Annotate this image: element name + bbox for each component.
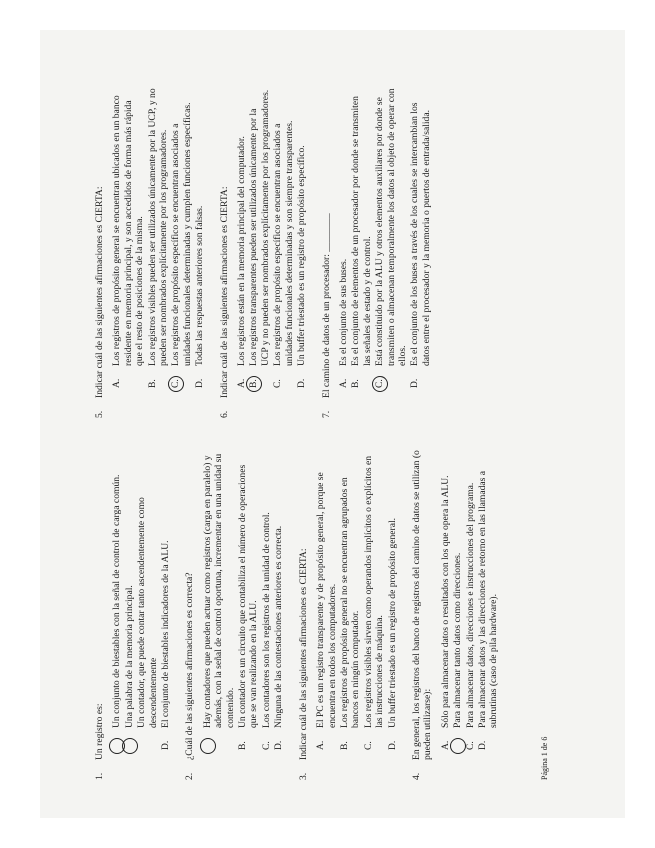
question-header bbox=[321, 88, 332, 418]
question bbox=[219, 88, 308, 418]
option-text: Es el conjunto de sus buses. bbox=[337, 258, 349, 366]
answer-option bbox=[440, 450, 451, 750]
question-header bbox=[411, 450, 434, 780]
option-list bbox=[338, 88, 432, 388]
question-text: Indicar cuál de las siguientes afirmaciones es CIERTA: bbox=[94, 186, 105, 398]
option-text: Para almacenar tanto datos como direcciones. bbox=[452, 552, 464, 728]
answer-option bbox=[477, 450, 500, 750]
question-number: 3. bbox=[297, 772, 309, 780]
option-text: Un contador es un circuito que contabiliza el número de operaciones que se van realizando en la ALU. bbox=[237, 464, 260, 728]
option-letter: A. bbox=[111, 378, 123, 388]
answer-option bbox=[363, 450, 386, 750]
option-letter: C. bbox=[464, 741, 476, 750]
question-header bbox=[94, 88, 105, 418]
answer-option bbox=[136, 450, 159, 750]
page-footer: Página 1 de 6 bbox=[540, 736, 549, 780]
answer-option bbox=[339, 450, 362, 750]
question-text: Indicar cuál de las siguientes afirmaciones es CIERTA: bbox=[218, 186, 230, 398]
option-letter: C. bbox=[272, 379, 284, 388]
circled-option-letter bbox=[452, 728, 463, 750]
answer-option bbox=[296, 88, 307, 388]
answer-option bbox=[147, 88, 170, 388]
question-text: Un registro es: bbox=[94, 703, 105, 760]
option-letter: B. bbox=[237, 741, 249, 750]
option-text: Los registros transparentes pueden ser utilizados únicamente por la UCP y no pueden ser nombrados explícitamente por los programadores. bbox=[248, 89, 271, 366]
question-text: Indicar cuál de las siguientes afirmaciones es CIERTA: bbox=[297, 548, 309, 760]
option-text: Sólo para almacenar datos o resultados con los que opera la ALU. bbox=[439, 475, 451, 728]
question bbox=[94, 88, 206, 418]
option-text: Un buffer triestado es un registro de propósito general. bbox=[386, 517, 398, 728]
answer-option bbox=[409, 88, 432, 388]
answer-option bbox=[338, 88, 349, 388]
option-letter: C. bbox=[260, 741, 272, 750]
option-text: Los registros están en la memoria principal del computador. bbox=[236, 136, 248, 366]
option-text: Los registros de propósito general se encuentran ubicados en un banco residente en memoria principal, y son accedidos de forma más rápida que el resto de posiciones de la misma. bbox=[111, 95, 146, 366]
option-letter: D. bbox=[476, 740, 488, 750]
answer-option bbox=[452, 450, 463, 750]
question-header bbox=[184, 450, 195, 780]
question bbox=[321, 88, 433, 418]
option-text: Un buffer triestado es un registro de propósito específico. bbox=[296, 145, 308, 366]
option-text: Los contadores son los registros de la unidad de control. bbox=[260, 512, 272, 728]
circled-option-letter: C. bbox=[170, 366, 193, 388]
option-letter: A. bbox=[439, 740, 451, 750]
option-text: Es el conjunto de elementos de un procesador por donde se transmiten las señales de estado y de control. bbox=[350, 96, 373, 366]
option-letter bbox=[136, 728, 159, 750]
circled-option-letter bbox=[124, 728, 135, 750]
option-text: Para almacenar datos, direcciones e instrucciones del programa. bbox=[464, 482, 476, 728]
left-column bbox=[94, 450, 513, 780]
option-letter: B. bbox=[338, 741, 350, 750]
circled-option-letter bbox=[202, 728, 236, 750]
option-text: Ninguna de las contestaciones anteriores es correcta. bbox=[273, 525, 285, 728]
answer-option bbox=[160, 450, 171, 750]
option-text: Está constituido por la ALU y otros elementos auxiliares por donde se transmiten o almacenan temporalmente los datos al objeto de operar con ellos. bbox=[374, 88, 408, 366]
option-list bbox=[111, 450, 171, 750]
right-column bbox=[94, 88, 445, 418]
question bbox=[411, 450, 500, 780]
option-letter: A. bbox=[236, 378, 248, 388]
answer-option bbox=[237, 450, 260, 750]
circled-option-letter: C. bbox=[374, 366, 408, 388]
answer-option bbox=[315, 450, 338, 750]
option-text: Los registros visibles pueden ser utilizados únicamente por la UCP, y no pueden ser nombrados explícitamente por los programadores. bbox=[146, 88, 170, 366]
option-text: Es el conjunto de los buses a través de los cuales se intercambian los datos entre el procesador y la memoria o puertos de entrada/salida. bbox=[409, 102, 432, 366]
question-number: 1. bbox=[94, 772, 105, 780]
option-list bbox=[202, 450, 285, 750]
option-letter: D. bbox=[296, 378, 308, 388]
answer-option bbox=[387, 450, 398, 750]
answer-option bbox=[202, 450, 236, 750]
question-text: El camino de datos de un procesador: ________ bbox=[320, 213, 332, 398]
option-letter: D. bbox=[194, 378, 206, 388]
answer-option bbox=[350, 88, 373, 388]
option-list bbox=[111, 88, 205, 388]
option-list bbox=[440, 450, 500, 750]
answer-option bbox=[194, 88, 205, 388]
answer-option bbox=[236, 88, 247, 388]
option-text: Un contador, que puede contar tanto ascendentemente como descendentemente bbox=[136, 497, 159, 728]
option-letter: B. bbox=[146, 379, 158, 388]
answer-option bbox=[374, 88, 408, 388]
option-text: Los registros de propósito general no se encuentran agrupados en bancos en ningún computador. bbox=[338, 477, 362, 728]
option-letter: A. bbox=[315, 740, 327, 750]
option-text: El conjunto de biestables indicadores de la ALU. bbox=[160, 540, 172, 728]
question-number: 2. bbox=[184, 772, 196, 780]
question-text: ¿Cuál de las siguientes afirmaciones es correcta? bbox=[184, 572, 196, 760]
option-text: Los registros de propósito específico se encuentran asociados a unidades funcionales determinadas y son siempre transparentes. bbox=[272, 120, 295, 366]
option-text: El PC es un registro transparente y de propósito general, porque se encuentra en todos los computadores. bbox=[315, 472, 338, 728]
answer-option bbox=[272, 88, 295, 388]
question-number: 6. bbox=[218, 410, 230, 418]
answer-option bbox=[248, 88, 271, 388]
answer-option bbox=[111, 88, 145, 388]
question-text: En general, los registros del banco de registros del camino de datos se utilizan (o pueden utilizarse): bbox=[410, 450, 434, 760]
option-letter: A. bbox=[337, 378, 349, 388]
answer-option bbox=[124, 450, 135, 750]
question bbox=[298, 450, 398, 780]
question-header bbox=[219, 88, 230, 418]
option-letter: B. bbox=[350, 379, 362, 388]
option-text: Hay contadores que pueden actuar como registros (carga en paralelo) y además, con la señal de control oportuna, incrementar en una unidad su contenido. bbox=[201, 453, 236, 728]
answer-option bbox=[170, 88, 193, 388]
question-number: 5. bbox=[94, 410, 105, 418]
rotated-document bbox=[54, 72, 568, 806]
option-text: Un conjunto de biestables con la señal de control de carga común. bbox=[111, 474, 123, 728]
answer-option bbox=[261, 450, 272, 750]
option-list bbox=[236, 88, 307, 388]
option-text: Los registros visibles sirven como operandos implícitos o explícitos en las instrucciones de máquina. bbox=[362, 455, 386, 728]
option-text: Para almacenar datos y las direcciones de retorno en las llamadas a subrutinas (caso de pila hardware). bbox=[476, 470, 500, 728]
question-number: 7. bbox=[320, 410, 332, 418]
option-letter: D. bbox=[273, 740, 285, 750]
answer-option bbox=[465, 450, 476, 750]
answer-option bbox=[273, 450, 284, 750]
question bbox=[184, 450, 284, 780]
question bbox=[94, 450, 171, 780]
circled-option-letter: B. bbox=[248, 366, 271, 388]
question-number: 4. bbox=[410, 772, 422, 780]
option-text: Los registros de propósito específico se encuentran asociados a unidades funcionales determinadas y cumplen funciones específicas. bbox=[170, 102, 193, 366]
option-letter: D. bbox=[160, 740, 172, 750]
option-letter: D. bbox=[386, 740, 398, 750]
option-letter: D. bbox=[409, 378, 421, 388]
option-list bbox=[315, 450, 398, 750]
answer-option bbox=[111, 450, 122, 750]
option-text: Una palabra de la memoria principal. bbox=[123, 585, 135, 728]
option-text: Todas las respuestas anteriores son falsas. bbox=[194, 205, 206, 366]
question-header bbox=[298, 450, 309, 780]
option-letter: C. bbox=[362, 741, 374, 750]
question-header bbox=[94, 450, 105, 780]
